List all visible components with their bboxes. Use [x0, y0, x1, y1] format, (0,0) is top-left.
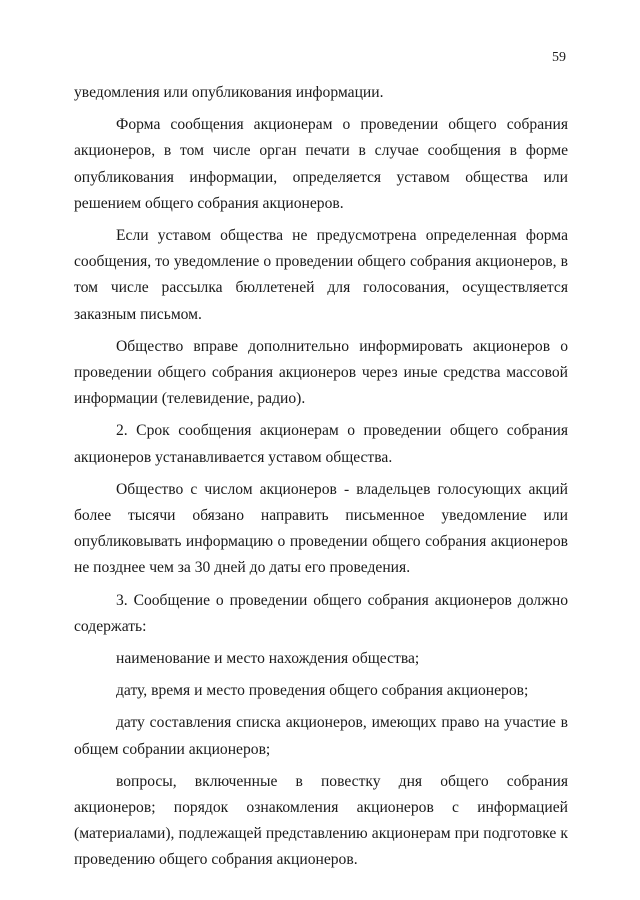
page-number: 59	[552, 50, 566, 65]
body-text	[74, 80, 568, 874]
paragraph: 3. Сообщение о проведении общего собрания акционеров должно содержать:	[74, 591, 568, 635]
paragraph: Общество с числом акционеров - владельцев голосующих акций более тысячи обязано направить письменное уведомление или опубликовывать информацию о проведении общего собрания акционеров не позднее чем за 30 дней до даты его проведения.	[74, 480, 568, 577]
paragraph: 2. Срок сообщения акционерам о проведении общего собрания акционеров устанавливается уставом общества.	[74, 422, 568, 466]
list-item: дату составления списка акционеров, имеющих право на участие в общем собрании акционеров;	[74, 714, 568, 758]
paragraph: Если уставом общества не предусмотрена определенная форма сообщения, то уведомление о проведении общего собрания акционеров, в том числе рассылка бюллетеней для голосования, осуществляется заказным письмом.	[74, 227, 568, 323]
list-item: вопросы, включенные в повестку дня общего собрания акционеров; порядок ознакомления акционеров с информацией (материалами), подлежащей представлению акционерам при подготовке к проведению общего собрания акционеров.	[74, 772, 568, 869]
paragraph: Общество вправе дополнительно информировать акционеров о проведении общего собрания акционеров через иные средства массовой информации (телевидение, радио).	[74, 337, 568, 408]
paragraph: Форма сообщения акционерам о проведении общего собрания акционеров, в том числе орган печати в случае сообщения в форме опубликования информации, определяется уставом общества или решением общего собрания акционеров.	[74, 116, 568, 212]
paragraph: уведомления или опубликования информации.	[74, 84, 384, 101]
list-item: дату, время и место проведения общего собрания акционеров;	[116, 682, 529, 700]
list-item: наименование и место нахождения общества;	[116, 650, 420, 668]
